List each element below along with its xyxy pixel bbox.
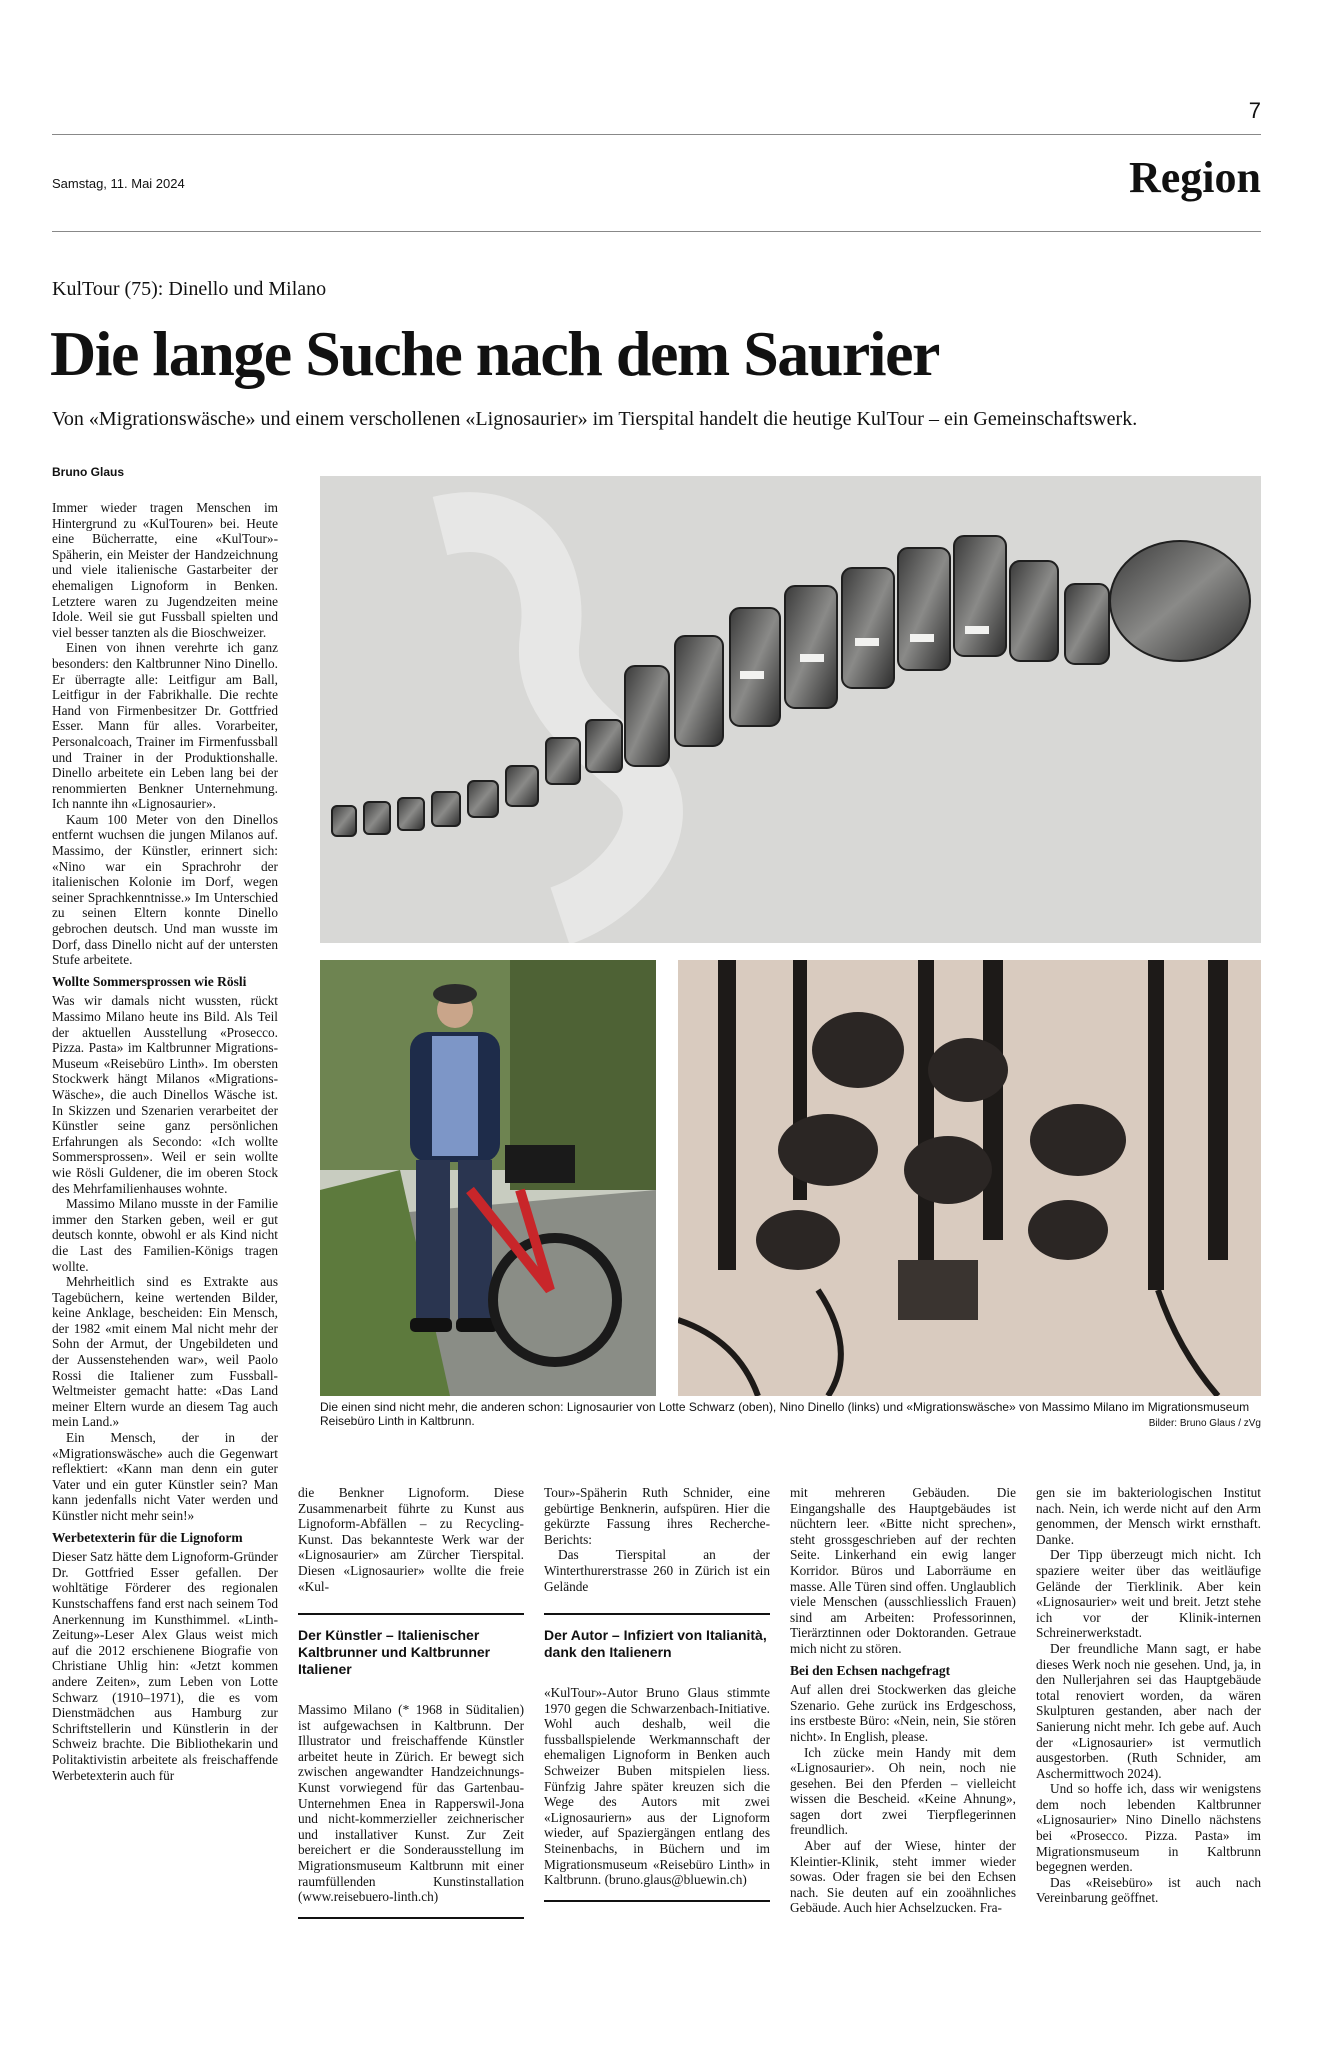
author-info-box [544,1613,770,1902]
box-top-rule [298,1613,524,1615]
article-column-4 [790,1485,1016,1916]
paragraph: Der Tipp überzeugt mich nicht. Ich spaziere weiter über das weitläufige Gelände der Tierklinik. Aber kein «Lignosaurier» weit und breit. Jetzt stehe ich vor der Klinik-internen Schreinerwerkstadt. [1036,1547,1261,1641]
migrationswaesche-photo [678,960,1261,1396]
sculpture-illustration [320,476,1261,943]
subheading: Werbetexterin für die Lignoform [52,1529,243,1545]
box-title: Der Autor – Infiziert von Italianità, dank den Italienern [544,1627,767,1660]
box-title: Der Künstler – Italienischer Kaltbrunner und Kaltbrunner Italiener [298,1627,491,1677]
man-with-bicycle-illustration [320,960,656,1396]
paragraph: Massimo Milano musste in der Familie immer den Starken geben, weil er gut deutsch konnte, obwohl er als Kind nicht die Last des Familien-Königs tragen wollte. [52,1196,278,1274]
box-top-rule [544,1613,770,1615]
article-lead: Von «Migrationswäsche» und einem verschollenen «Lignosaurier» im Tierspital handelt die heutige KulTour – ein Gemeinschaftswerk. [52,408,1138,430]
publication-date: Samstag, 11. Mai 2024 [52,176,185,191]
lignosaurier-photo [320,476,1261,943]
nino-dinello-photo [320,960,656,1396]
article-column-3 [544,1485,770,1594]
paragraph: Kaum 100 Meter von den Dinellos entfernt wuchsen die jungen Milanos auf. Massimo, der Künstler, erinnert sich: «Nino war ein Sprachrohr der italienischen Kolonie im Dorf, wegen seiner Sprachkenntnisse.» Im Unterschied zu seinen Eltern konnte Dinello gebrochen deutsch. Und man wusste im Dorf, dass Dinello nicht auf der untersten Stufe arbeitete. [52,811,278,968]
article-byline: Bruno Glaus [52,465,125,479]
paragraph: Aber auf der Wiese, hinter der Kleintier-Klinik, steht immer wieder sowas. Oder fragen sie bei den Echsen nach. Sie deuten auf ein zooähnliches Gebäude. Auch hier Achselzucken. Fra- [790,1838,1016,1916]
header-bottom-rule [52,231,1261,232]
paragraph: Ich zücke mein Handy mit dem «Lignosaurier». Oh nein, noch nie gesehen. Bei den Pferden – vielleicht wissen die Bescheid. «Keine Ahnung», sagen dort zwei Tierpflegerinnen freundlich. [790,1744,1016,1838]
paragraph: Und so hoffe ich, dass wir wenigstens dem noch lebenden Kaltbrunner «Lignosaurier» Nino Dinello nächstens bei «Prosecco. Pizza. Pasta» im Migrationsmuseum in Kaltbrunn begegnen werden. [1036,1781,1261,1875]
article-column-2 [298,1485,524,1594]
paragraph: Tour»-Späherin Ruth Schnider, eine gebürtige Benknerin, aufspüren. Hier die gekürzte Fassung ihres Recherche-Berichts: [544,1485,770,1547]
paragraph: Was wir damals nicht wussten, rückt Massimo Milano heute ins Bild. Als Teil der aktuellen Ausstellung «Prosecco. Pizza. Pasta» im Kaltbrunner Migrations-Museum «Reisebüro Linth». Im obersten Stockwerk hängt Milanos «Migrations-Wäsche», die auch Dinellos Wäsche ist. In Skizzen und Szenarien verarbeitet der Künstler seine ganz persönlichen Erfahrungen als Secondo: «Ich wollte Sommersprossen». Weil er sein wollte wie Rösli Guldener, die im oberen Stock des Mehrfamilienhauses wohnte. [52,993,278,1196]
page-number: 7 [1248,98,1261,123]
box-bottom-rule [298,1917,524,1919]
article-column-1 [52,500,278,1783]
artist-info-box [298,1613,524,1919]
photo-credit: Bilder: Bruno Glaus / zVg [1148,1418,1261,1429]
box-bottom-rule [544,1900,770,1902]
photo-caption: Die einen sind nicht mehr, die anderen schon: Lignosaurier von Lotte Schwarz (oben), Nino Dinello (links) und «Migrationswäsche» von Massimo Milano im Migrationsmuseum Reisebüro Linth in Kaltbrunn. [320,1400,1250,1428]
box-text: Massimo Milano (* 1968 in Süditalien) ist aufgewachsen in Kaltbrunn. Der Illustrator und freischaffende Künstler arbeitet heute in Zürich. Er bewegt sich zwischen angewandter Handzeichnungs-Kunst vorwiegend für das Gartenbau-Unternehmen Enea in Rapperswil-Jona und nicht-kommerzieller zeichnerischer und installativer Kunst. Zur Zeit bereichert er die Sonderausstellung im Migrationsmuseum Kaltbrunn mit einer raumfüllenden Kunstinstallation (www.reisebuero-linth.ch) [298,1702,524,1905]
paragraph: Einen von ihnen verehrte ich ganz besonders: den Kaltbrunner Nino Dinello. Er überragte alle: Leitfigur am Ball, Leitfigur in der Fabrikhalle. Die rechte Hand von Firmenbesitzer Dr. Gottfried Esser. Mann für alles. Vorarbeiter, Personalcoach, Trainer im Firmenfussball und Trainer in der Produktionshalle. Dinello arbeitete ein Leben lang bei der renommierten Benkner Unternehmung. Ich nannte ihn «Lignosaurier». [52,640,278,812]
paragraph: Auf allen drei Stockwerken das gleiche Szenario. Gehe zurück ins Erdgeschoss, ins erstbeste Büro: «Nein, nein, Sie stören nicht». In English, please. [790,1682,1016,1744]
painting-illustration [678,960,1261,1396]
header-top-rule [52,134,1261,135]
paragraph: Mehrheitlich sind es Extrakte aus Tagebüchern, keine wertenden Bilder, keine Anklage, bescheiden: Ein Mensch, der 1982 «mit einem Mal nicht mehr der Sohn der Armut, der Ungebildeten und der Aussenstehenden war», weil Paolo Rossi die Italiener zum Fussball-Weltmeister gemacht hatte: «Das Land meiner Eltern wurde an diesem Tag auch mein Land.» [52,1274,278,1430]
paragraph: Der freundliche Mann sagt, er habe dieses Werk noch nie gesehen. Und, ja, in den Nullerjahren sei das Hauptgebäude total renoviert worden, da wären Skulpturen gestanden, aber nach der Sanierung nicht mehr. Ich gebe auf. Auch der «Lignosaurier» ist vermutlich ausgestorben. (Ruth Schnider, am Aschermittwoch 2024). [1036,1640,1261,1781]
section-title: Region [1129,153,1261,202]
subheading: Bei den Echsen nachgefragt [790,1662,951,1678]
subheading: Wollte Sommersprossen wie Rösli [52,973,247,989]
article-column-5 [1036,1485,1261,1906]
box-text: «KulTour»-Autor Bruno Glaus stimmte 1970 gegen die Schwarzenbach-Initiative. Wohl auch deshalb, weil die fussballspielende Werkmannschaft der ehemaligen Lignoform in Benken auch Schweizer Buben mitspielen liess. Fünfzig Jahre später kreuzen sich die Wege des Autors mit zwei «Lignosauriern» aus der Lignoform wieder, auf Spaziergängen entlang des Steinenbachs, in Büchern und im Migrationsmuseum «Reisebüro Linth» in Kaltbrunn. (bruno.glaus@bluewin.ch) [544,1685,770,1888]
paragraph: Das «Reisebüro» ist auch nach Vereinbarung geöffnet. [1036,1874,1261,1906]
paragraph: Ein Mensch, der in der «Migrationswäsche» auch die Gegenwart reflektiert: «Kann man denn ein guter Vater und ein guter Künstler sein? Man kann jedenfalls nicht Vater werden und Künstler nicht mehr sein!» [52,1430,278,1523]
paragraph: Immer wieder tragen Menschen im Hintergrund zu «KulTouren» bei. Heute eine Bücherratte, eine «KulTour»-Späherin, ein Meister der Handzeichnung und viele italienische Gastarbeiter der ehemaligen Lignoform in Benken. Letztere waren zu Jugendzeiten meine Idole. Weil sie gut Fussball spielten und viel besser tanzten als die Bioschweizer. [52,500,278,640]
article-kicker: KulTour (75): Dinello und Milano [52,278,327,300]
paragraph: Dieser Satz hätte dem Lignoform-Gründer Dr. Gottfried Esser gefallen. Der wohltätige Förderer des regionalen Kunstschaffens fand erst nach seinem Tod Anerkennung im Kunsthimmel. «Linth-Zeitung»-Leser Alex Glaus weist mich auf die 2012 erschienene Biografie von Christiane Uhlig hin: «Jetzt kommen andere Zeiten», zum Leben von Lotte Schwarz (1910–1971), die es vom Dienstmädchen aus Hamburg zur Schriftstellerin und Künstlerin in der Schweiz brachte. Die Bibliothekarin und Politaktivistin arbeitete als freischaffende Werbetexterin auch für [52,1549,278,1783]
paragraph: gen sie im bakteriologischen Institut nach. Nein, ich werde nicht auf den Arm genommen, der Mensch wirkt ernsthaft. Danke. [1036,1485,1261,1547]
paragraph: mit mehreren Gebäuden. Die Eingangshalle des Hauptgebäudes ist nüchtern leer. «Bitte nicht sprechen», steht grossgeschrieben auf der rechten Seite. Linkerhand ein ewig langer Korridor. Büros und Laborräume en masse. Alle Türen sind offen. Unglaublich viele Menschen (ausschliesslich Frauen) sind am Arbeiten: Professorinnen, Tierärztinnen oder Doktoranden. Getraue mich nicht zu stören. [790,1485,1016,1656]
paragraph: die Benkner Lignoform. Diese Zusammenarbeit führte zu Kunst aus Lignoform-Abfällen – zu Recycling-Kunst. Das bekannteste Werk war der «Lignosaurier» am Zürcher Tierspital. Diesen «Lignosaurier» wollte die freie «Kul- [298,1485,524,1594]
article-headline: Die lange Suche nach dem Saurier [50,318,939,389]
paragraph: Das Tierspital an der Winterthurerstrasse 260 in Zürich ist ein Gelände [544,1547,770,1594]
